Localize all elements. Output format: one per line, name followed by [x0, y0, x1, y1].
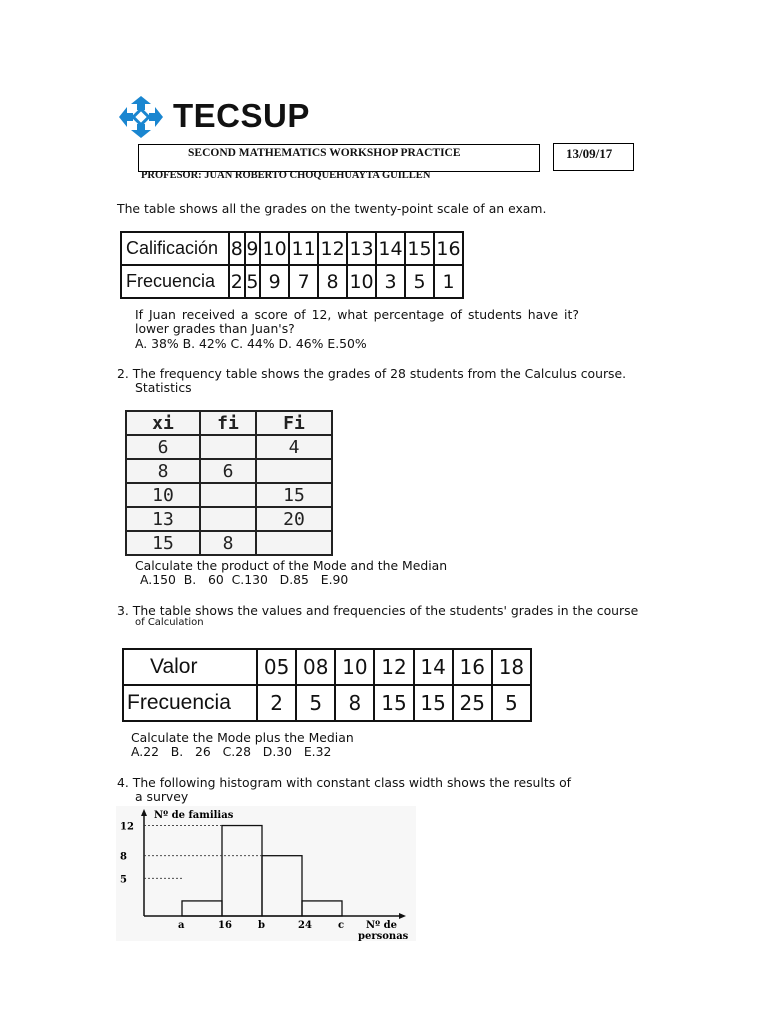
table-row	[123, 685, 531, 721]
table-cell: 10	[260, 232, 289, 265]
row-label: Calificación	[121, 232, 229, 265]
q3-options: A.22 B. 26 C.28 D.30 E.32	[131, 744, 332, 759]
q3-line2: of Calculation	[135, 617, 204, 628]
table-row	[126, 411, 332, 435]
table-row	[126, 531, 332, 555]
y-axis-label: Nº de familias	[154, 810, 234, 821]
q1-options: A. 38% B. 42% C. 44% D. 46% E.50%	[135, 336, 367, 351]
q1-question-line1: If Juan received a score of 12, what percentage of students have it?	[135, 307, 579, 322]
q2-line1: 2. The frequency table shows the grades of 28 students from the Calculus course.	[117, 366, 627, 381]
table-row	[126, 435, 332, 459]
y-tick-label: 8	[120, 851, 127, 863]
table-row	[121, 232, 463, 265]
table-cell: 15	[256, 483, 332, 507]
table-header: Fi	[256, 411, 332, 435]
table-cell: 10	[347, 265, 376, 298]
x-tick-label: b	[258, 920, 265, 931]
table-cell: 8	[229, 232, 245, 265]
q1-intro: The table shows all the grades on the twenty-point scale of an exam.	[117, 201, 547, 216]
tecsup-logo	[117, 94, 317, 142]
table-cell: 25	[453, 685, 492, 721]
table-cell: 14	[414, 649, 453, 685]
table-cell: 5	[405, 265, 434, 298]
histogram-chart	[116, 806, 416, 941]
table-cell: 16	[453, 649, 492, 685]
table-cell: 6	[126, 435, 200, 459]
table-cell: 5	[492, 685, 531, 721]
table-header: fi	[200, 411, 256, 435]
table-cell: 4	[256, 435, 332, 459]
table-header: xi	[126, 411, 200, 435]
q3-line1: 3. The table shows the values and frequencies of the students' grades in the course	[117, 603, 639, 618]
q3-question: Calculate the Mode plus the Median	[131, 730, 354, 745]
table-cell: 9	[260, 265, 289, 298]
x-tick-label: 16	[218, 920, 232, 931]
table-cell	[200, 435, 256, 459]
table-cell: 10	[335, 649, 374, 685]
frequency-table	[125, 410, 333, 556]
table-cell: 05	[257, 649, 296, 685]
table-cell: 8	[200, 531, 256, 555]
professor-line: PROFESOR: JUAN ROBERTO CHOQUEHUAYTA GUILLEN	[141, 170, 431, 181]
brand-name: TECSUP	[173, 97, 310, 134]
table-cell: 5	[245, 265, 261, 298]
table-cell: 15	[405, 232, 434, 265]
table-cell: 8	[126, 459, 200, 483]
q4-line2: a survey	[135, 789, 189, 804]
y-tick-label: 12	[120, 821, 134, 833]
x-axis-label: Nº de	[366, 920, 397, 931]
x-tick-label: 24	[298, 920, 312, 931]
grades-table	[120, 231, 464, 299]
table-cell: 14	[376, 232, 405, 265]
table-cell: 13	[126, 507, 200, 531]
table-cell: 2	[229, 265, 245, 298]
table-cell	[256, 459, 332, 483]
date-box	[553, 143, 634, 171]
page-title: SECOND MATHEMATICS WORKSHOP PRACTICE	[188, 147, 461, 159]
table-cell: 3	[376, 265, 405, 298]
values-table	[122, 648, 532, 722]
title-box	[138, 144, 540, 172]
table-cell: 9	[245, 232, 261, 265]
table-cell: 2	[257, 685, 296, 721]
table-cell	[200, 483, 256, 507]
table-cell: 11	[289, 232, 318, 265]
table-row	[126, 459, 332, 483]
table-cell: 13	[347, 232, 376, 265]
row-label: Frecuencia	[123, 685, 257, 721]
q2-line2: Statistics	[135, 380, 192, 395]
table-row	[121, 265, 463, 298]
tecsup-logo-icon	[117, 94, 165, 140]
table-cell: 10	[126, 483, 200, 507]
table-row	[126, 483, 332, 507]
q4-line1: 4. The following histogram with constant class width shows the results of	[117, 775, 572, 790]
table-cell: 8	[335, 685, 374, 721]
table-cell: 15	[374, 685, 413, 721]
row-label: Frecuencia	[121, 265, 229, 298]
table-cell: 15	[126, 531, 200, 555]
y-tick-label: 5	[120, 874, 127, 886]
table-cell	[200, 507, 256, 531]
table-cell: 7	[289, 265, 318, 298]
x-tick-label: a	[178, 920, 185, 931]
table-cell: 12	[318, 232, 347, 265]
table-cell: 16	[434, 232, 463, 265]
x-tick-label: c	[338, 920, 345, 931]
table-cell: 18	[492, 649, 531, 685]
row-label: Valor	[123, 649, 257, 685]
q2-options: A.150 B. 60 C.130 D.85 E.90	[140, 572, 349, 587]
x-axis-label: personas	[358, 931, 409, 941]
table-cell	[256, 531, 332, 555]
table-cell: 6	[200, 459, 256, 483]
q2-question: Calculate the product of the Mode and the Median	[135, 558, 448, 573]
table-row	[126, 507, 332, 531]
table-row	[123, 649, 531, 685]
table-cell: 5	[296, 685, 335, 721]
table-cell: 20	[256, 507, 332, 531]
table-cell: 12	[374, 649, 413, 685]
table-cell: 1	[434, 265, 463, 298]
q1-question-line2: lower grades than Juan's?	[135, 321, 295, 336]
date: 13/09/17	[566, 146, 613, 161]
table-cell: 08	[296, 649, 335, 685]
table-cell: 15	[414, 685, 453, 721]
table-cell: 8	[318, 265, 347, 298]
